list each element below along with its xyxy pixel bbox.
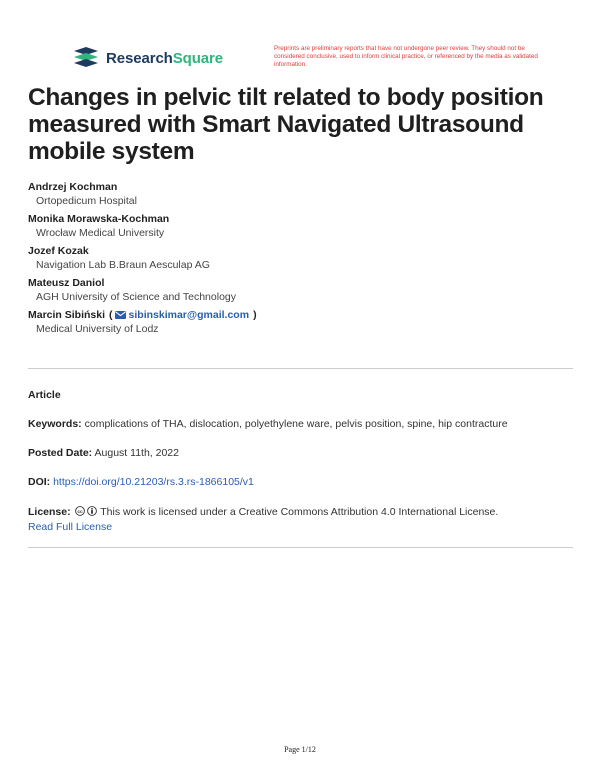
author-name: Marcin Sibiński xyxy=(28,309,106,321)
research-square-logo[interactable] xyxy=(72,47,223,69)
brand-name-part2: Square xyxy=(172,49,224,67)
author-item xyxy=(28,308,573,336)
article-type: Article xyxy=(28,389,61,401)
svg-text:cc: cc xyxy=(76,509,83,515)
doi-link[interactable]: https://doi.org/10.21203/rs.3.rs-1866105/v1 xyxy=(53,476,254,488)
attribution-icon xyxy=(87,506,97,516)
posted-date-value: August 11th, 2022 xyxy=(94,447,179,459)
read-full-license-link[interactable]: Read Full License xyxy=(28,521,113,533)
author-email-link[interactable] xyxy=(115,308,250,322)
keywords-row xyxy=(28,417,573,432)
author-affiliation: AGH University of Science and Technology xyxy=(36,291,236,303)
creative-commons-icon xyxy=(75,506,85,516)
doi-row xyxy=(28,475,573,490)
author-item xyxy=(28,276,573,304)
author-affiliation: Wrocław Medical University xyxy=(36,227,165,239)
posted-date-row xyxy=(28,446,573,461)
license-label: License: xyxy=(28,506,71,518)
author-name: Jozef Kozak xyxy=(28,245,89,257)
preprint-notice: Preprints are preliminary reports that have not undergone peer review. They should not be considered conclusive, used to inform clinical practice, or referenced by the media as validated information. xyxy=(274,45,538,69)
author-name: Monika Morawska-Kochman xyxy=(28,213,170,225)
author-affiliation: Ortopedicum Hospital xyxy=(36,195,137,207)
license-row xyxy=(28,505,573,535)
author-email: sibinskimar@gmail.com xyxy=(128,309,250,321)
close-paren: ) xyxy=(253,309,257,321)
divider xyxy=(28,547,573,548)
page-number: Page 1/12 xyxy=(284,745,316,754)
research-square-logo-icon xyxy=(72,47,100,69)
corresponding-author-name-row xyxy=(28,308,573,322)
author-item xyxy=(28,244,573,272)
author-item xyxy=(28,180,573,208)
author-list xyxy=(28,180,573,340)
keywords-label: Keywords: xyxy=(28,418,82,430)
divider xyxy=(28,368,573,369)
brand-name-part1: Research xyxy=(106,49,173,67)
envelope-icon xyxy=(115,311,126,319)
keywords-value: complications of THA, dislocation, polyethylene ware, pelvis position, spine, hip contracture xyxy=(84,418,508,430)
author-name: Mateusz Daniol xyxy=(28,277,105,289)
open-paren: ( xyxy=(109,309,113,321)
author-name: Andrzej Kochman xyxy=(28,181,118,193)
brand-name xyxy=(106,50,223,67)
author-affiliation: Navigation Lab B.Braun Aesculap AG xyxy=(36,259,210,271)
author-affiliation: Medical University of Lodz xyxy=(36,323,159,335)
license-text: This work is licensed under a Creative Commons Attribution 4.0 International License. xyxy=(100,506,499,518)
doi-label: DOI: xyxy=(28,476,51,488)
author-item xyxy=(28,212,573,240)
paper-title: Changes in pelvic tilt related to body position measured with Smart Navigated Ultrasound mobile system xyxy=(28,84,544,165)
posted-date-label: Posted Date: xyxy=(28,447,93,459)
